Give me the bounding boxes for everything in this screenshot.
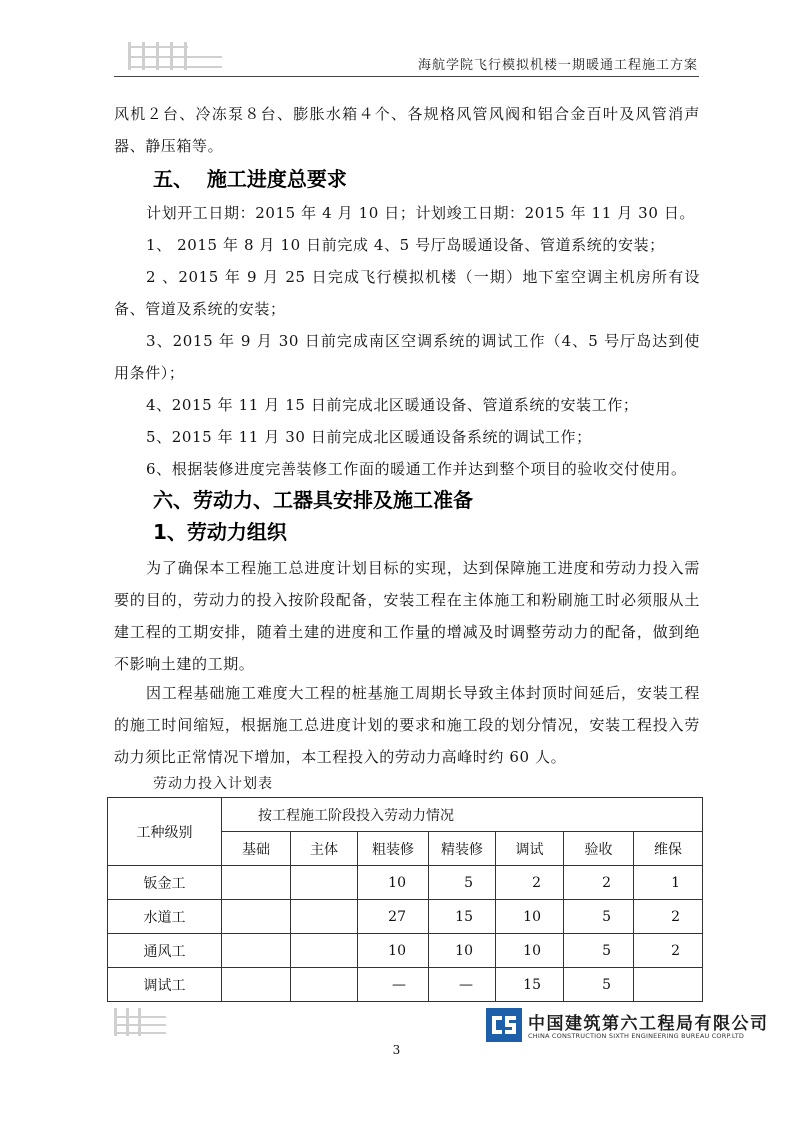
footer-logo xyxy=(114,1008,174,1040)
value-cell: 15 xyxy=(429,900,496,934)
table-row xyxy=(108,900,703,934)
value-cell: 2 xyxy=(496,866,564,900)
value-cell xyxy=(222,968,291,1002)
value-cell: 10 xyxy=(358,934,429,968)
labor-organization-title: 1、劳动力组织 xyxy=(153,520,287,544)
labor-paragraph-2: 因工程基础施工难度大工程的桩基施工周期长导致主体封顶时间延后，安装工程的施工时间缩短，根据施工总进度计划的要求和施工段的划分情况，安装工程投入劳动力须比正常情况下增加，本工程投入的劳动力高峰时约 60 人。 xyxy=(114,684,700,766)
value-cell: 2 xyxy=(634,900,703,934)
value-cell xyxy=(291,968,358,1002)
schedule-item-4: 4、2015 年 11 月 15 日前完成北区暖通设备、管道系统的安装工作； xyxy=(146,396,639,414)
value-cell: 10 xyxy=(496,900,564,934)
row-header-cell: 工种级别 xyxy=(108,798,222,866)
header-title: 海航学院飞行模拟机楼一期暖通工程施工方案 xyxy=(417,58,698,73)
value-cell: 2 xyxy=(634,934,703,968)
table-header-row xyxy=(108,798,703,832)
section6-title: 六、劳动力、工器具安排及施工准备 xyxy=(153,488,473,512)
value-cell: 5 xyxy=(564,900,634,934)
value-cell xyxy=(634,968,703,1002)
schedule-item-6: 6、根据装修进度完善装修工作面的暖通工作并达到整个项目的验收交付使用。 xyxy=(146,460,687,478)
value-cell xyxy=(222,866,291,900)
section5-title: 五、 施工进度总要求 xyxy=(153,167,347,191)
schedule-item-5: 5、2015 年 11 月 30 日前完成北区暖通设备系统的调试工作； xyxy=(146,428,592,446)
value-cell: 5 xyxy=(564,934,634,968)
value-cell: 2 xyxy=(564,866,634,900)
value-cell xyxy=(291,900,358,934)
value-cell: — xyxy=(358,968,429,1002)
value-cell xyxy=(222,934,291,968)
trade-cell: 通风工 xyxy=(108,934,222,968)
value-cell: 15 xyxy=(496,968,564,1002)
company-name-cn: 中国建筑第六工程局有限公司 xyxy=(528,1014,769,1034)
value-cell: 10 xyxy=(496,934,564,968)
company-emblem-icon xyxy=(486,1008,522,1042)
schedule-item-2: 2 、2015 年 9 月 25 日完成飞行模拟机楼（一期）地下室空调主机房所有设备、管道及系统的安装； xyxy=(114,268,700,318)
company-brand xyxy=(486,1008,769,1048)
labor-paragraph-1: 为了确保本工程施工总进度计划目标的实现，达到保障施工进度和劳动力投入需要的目的，劳动力的投入按阶段配备，安装工程在主体施工和粉刷施工时必须服从土建工程的工期安排，随着土建的进度和工作量的增减及时调整劳动力的配备，做到绝不影响土建的工期。 xyxy=(114,559,700,673)
value-cell: 1 xyxy=(634,866,703,900)
table-row xyxy=(108,866,703,900)
header-rule xyxy=(114,76,699,77)
page-number: 3 xyxy=(392,1043,401,1057)
column-header: 维保 xyxy=(634,832,703,866)
value-cell: 10 xyxy=(358,866,429,900)
schedule-line: 计划开工日期：2015 年 4 月 10 日；计划竣工日期：2015 年 11 月 30 日。 xyxy=(146,204,696,222)
continued-text: 风机２台、冷冻泵８台、膨胀水箱４个、各规格风管风阀和铝合金百叶及风管消声器、静压箱等。 xyxy=(114,105,700,155)
table-caption: 劳动力投入计划表 xyxy=(153,776,273,792)
value-cell: 10 xyxy=(429,934,496,968)
column-header: 基础 xyxy=(222,832,291,866)
company-name-en: CHINA CONSTRUCTION SIXTH ENGINEERING BUREAU CORP.LTD xyxy=(528,1032,745,1040)
table-row xyxy=(108,968,703,1002)
schedule-item-3: 3、2015 年 9 月 30 日前完成南区空调系统的调试工作（4、5 号厅岛达到使用条件）； xyxy=(114,332,700,382)
column-header: 验收 xyxy=(564,832,634,866)
schedule-item-1: 1、 2015 年 8 月 10 日前完成 4、5 号厅岛暖通设备、管道系统的安装； xyxy=(146,236,665,254)
column-header: 粗装修 xyxy=(358,832,429,866)
value-cell: 5 xyxy=(564,968,634,1002)
column-header: 精装修 xyxy=(429,832,496,866)
value-cell: — xyxy=(429,968,496,1002)
value-cell: 5 xyxy=(429,866,496,900)
column-header: 调试 xyxy=(496,832,564,866)
trade-cell: 调试工 xyxy=(108,968,222,1002)
labor-plan-table xyxy=(107,797,703,1002)
value-cell: 27 xyxy=(358,900,429,934)
column-header: 主体 xyxy=(291,832,358,866)
value-cell xyxy=(291,866,358,900)
trade-cell: 钣金工 xyxy=(108,866,222,900)
value-cell xyxy=(291,934,358,968)
header-logo xyxy=(128,40,224,74)
table-row xyxy=(108,934,703,968)
group-header-cell: 按工程施工阶段投入劳动力情况 xyxy=(222,798,703,832)
value-cell xyxy=(222,900,291,934)
trade-cell: 水道工 xyxy=(108,900,222,934)
